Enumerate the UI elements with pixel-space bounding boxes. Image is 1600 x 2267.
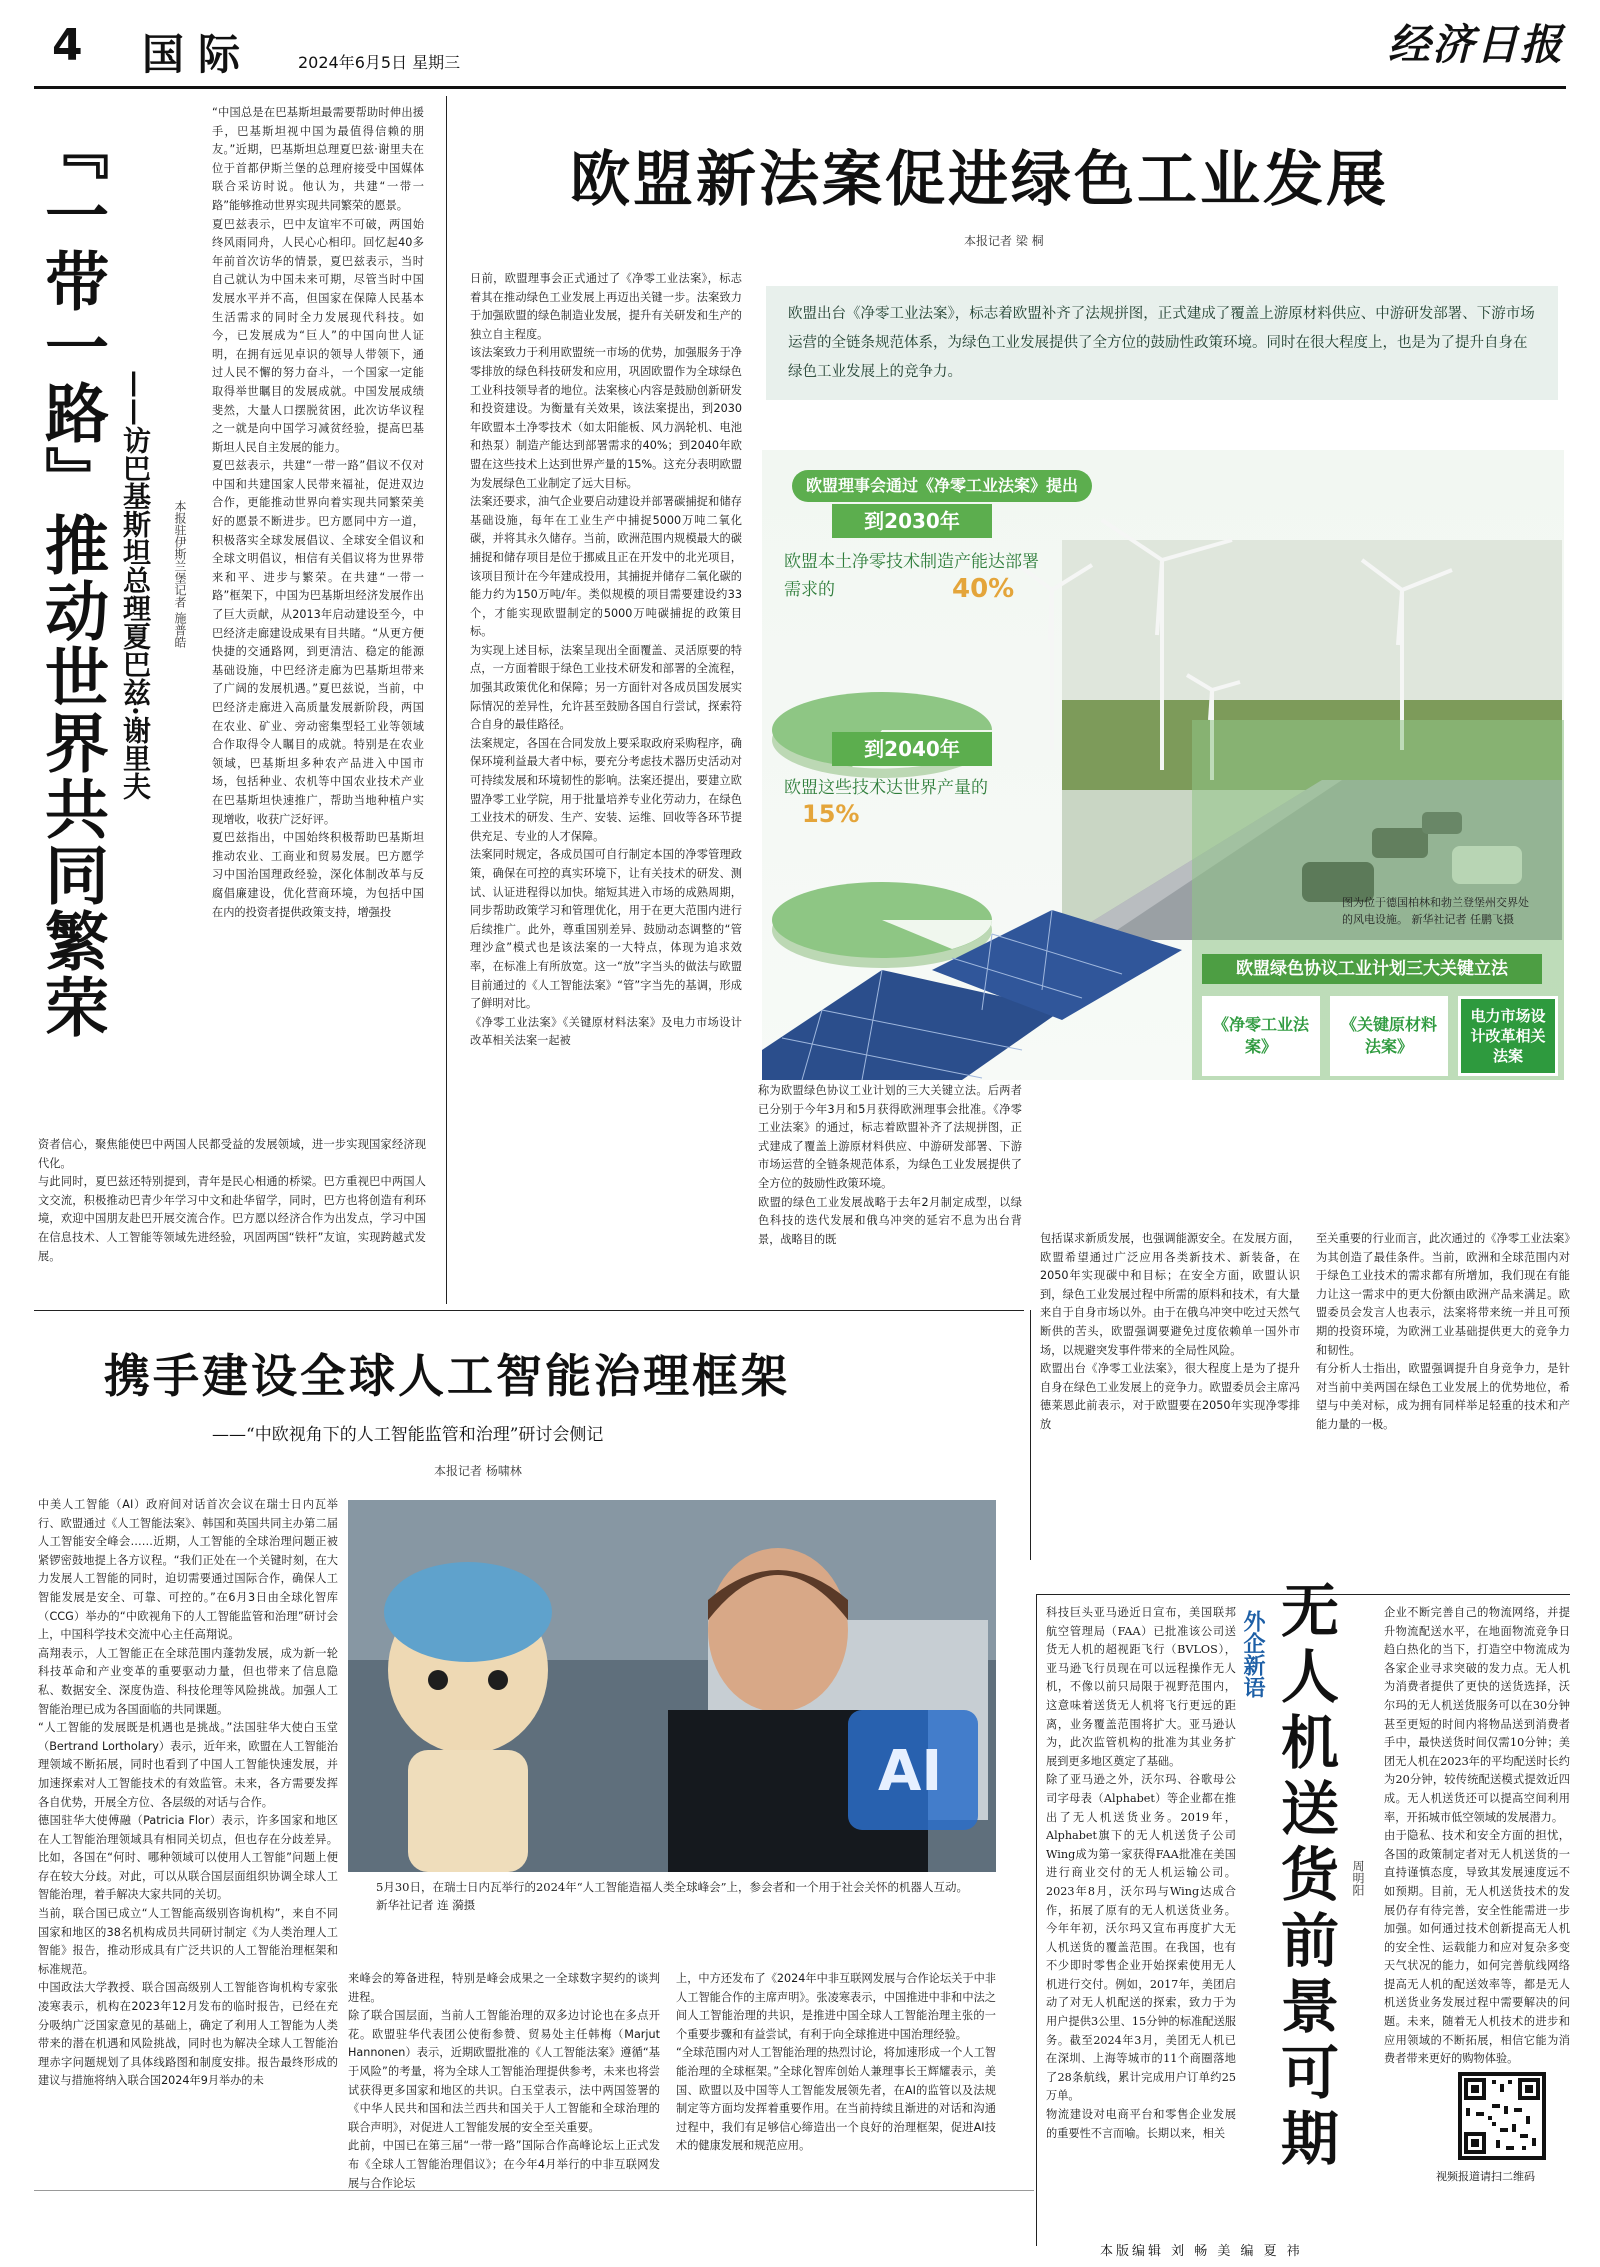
qr-caption: 视频报道请扫二维码 bbox=[1436, 2170, 1535, 2183]
goal-2040-text: 欧盟这些技术达世界产量的 bbox=[784, 778, 988, 798]
story3-subtitle: ——“中欧视角下的人工智能监管和治理”研讨会侧记 bbox=[212, 1425, 604, 1445]
goal-2040-value: 15% bbox=[802, 800, 860, 828]
story4-column-1: 科技巨头亚马逊近日宣布，美国联邦航空管理局（FAA）已批准该公司送货无人机的超视距飞行（BVLOS），亚马逊飞行员现在可以远程操作无人机，不像以前只局限于视野范围内，这意味着送货无人机将飞行更远的距离，业务覆盖范围将扩大。亚马逊认为，此次监管机构的批准为其业务扩展到更多地区奠定了基础。 除了亚马逊之外，沃尔玛、谷歌母公司字母表（Alphabet）等企业都在推出了无人机送货业务。2019年，Alphabet旗下的无人机送货子公司Wing成为第一家获得FAA批准在美国进行商业交付的无人机运输公司。2023年8月，沃尔玛与Wing达成合作，拓展了原有的无人机送货业务。今年年初，沃尔玛又宣布再度扩大无人机送货的覆盖范围。在我国，也有不少即时零售企业开始探索使用无人机进行交付。例如，2017年，美团启动了对无人机配送的探索，致力于为用户提供3公里、15分钟的标准配送服务。截至2024年3月，美团无人机已在深圳、上海等城市的11个商圈落地了28条航线，累计完成用户订单约25万单。 物流建设对电商平台和零售企业发展的重要性不言而喻。长期以来，相关 bbox=[1046, 1606, 1236, 2140]
story2-title: 欧盟新法案促进绿色工业发展 bbox=[570, 145, 1389, 215]
story3-photo bbox=[348, 1500, 996, 1872]
story1-divider bbox=[446, 96, 447, 1304]
story1-subtitle: ——访巴基斯坦总理夏巴兹·谢里夫 bbox=[119, 370, 152, 800]
story4-title: 无人机送货前景可期 bbox=[1271, 1580, 1339, 2174]
qr-code-pattern bbox=[1462, 2076, 1542, 2156]
story4-author: 周明阳 bbox=[1351, 1860, 1365, 1896]
issue-date: 2024年6月5日 星期三 bbox=[298, 53, 461, 72]
story4-label: 外企新语 bbox=[1240, 1610, 1265, 1698]
story2-summary: 欧盟出台《净零工业法案》，标志着欧盟补齐了法规拼图，正式建成了覆盖上游原材料供应、中游研发部署、下游市场运营的全链条规范体系，为绿色工业发展提供了全方位的鼓励性政策环境。同时在很大程度上，也是为了提升自身在绿色工业发展上的竞争力。 bbox=[766, 286, 1558, 400]
footer-rule bbox=[34, 2190, 1034, 2191]
story4-column-2: 企业不断完善自己的物流网络，并提升物流配送水平，在地面物流竞争日趋白热化的当下，打造空中物流成为各家企业寻求突破的发力点。无人机为消费者提供了更快的送货选择，沃尔玛的无人机送货服务可以在30分钟甚至更短的时间内将物品送到消费者手中，最快送货时间仅需10分钟；美团无人机在2023年的平均配送时长约为20分钟，较传统配送模式提效近四成。无人机送货还可以提高空间利用率，开拓城市低空领域的发展潜力。 由于隐私、技术和安全方面的担忧，各国的政策制定者对无人机送货的一直持谨慎态度，导致其发展速度远不如预期。目前，无人机送货技术的发展仍存有待完善，安全性能需进一步加强。如何通过技术创新提高无人机的安全性、运载能力和应对复杂多变天气状况的能力，如何完善航线网络提高无人机的配送效率等，都是无人机送货业务发展过程中需要解决的问题。未来，随着无人机技术的进步和应用领域的不断拓展，相信它能为消费者带来更好的购物体验。 bbox=[1384, 1606, 1570, 2066]
story1-column-2: 资者信心，聚焦能使巴中两国人民都受益的发展领域，进一步实现国家经济现代化。 与此同时，夏巴兹还特别提到，青年是民心相通的桥梁。巴方重视巴中两国人文交流，积极推动巴青少年学习中文和赴华留学，同时，巴方也将创造有利环境，欢迎中国朋友赴巴开展交流合作。巴方愿以经济合作为出发点，学习中国在信息技术、人工智能等领域先进经验，巩固两国“铁杆”友谊，实现跨越式发展。 bbox=[38, 1138, 426, 1263]
story1-column-1: “中国总是在巴基斯坦最需要帮助时伸出援手，巴基斯坦视中国为最值得信赖的朋友。”近期，巴基斯坦总理夏巴兹·谢里夫在位于首都伊斯兰堡的总理府接受中国媒体联合采访时说。他认为，共建“一带一路”能够推动世界实现共同繁荣的愿景。 夏巴兹表示，巴中友谊牢不可破，两国始终风雨同舟，人民心心相印。回忆起40多年前首次访华的情景，夏巴兹表示，当时自己就认为中国未来可期，尽管当时中国发展水平并不高，但国家在保障人民基本生活需求的同时全力发展现代科技。如今，已发展成为“巨人”的中国向世人证明，在拥有远见卓识的领导人带领下，通过人民不懈的努力奋斗，一个国家一定能取得举世瞩目的发展成就。中国发展成绩斐然，大量人口摆脱贫困，此次访华议程之一就是向中国学习减贫经验，提高巴基斯坦人民自主发展的能力。 夏巴兹表示，共建“一带一路”倡议不仅对中国和共建国家人民带来福祉，促进双边合作，更能推动世界向着实现共同繁荣美好的愿景不断进步。巴方愿同中方一道，积极落实全球发展倡议、全球安全倡议和全球文明倡议，相信有关倡议将为世界带来和平、进步与繁荣。在共建“一带一路”框架下，中国为巴基斯坦经济发展作出了巨大贡献，从2013年启动建设至今，中巴经济走廊建设成果有目共睹。“从更方便快捷的交通路网，到更清洁、稳定的能源基础设施，中巴经济走廊为巴基斯坦带来了广阔的发展机遇。”夏巴兹说，当前，中巴经济走廊进入高质量发展新阶段，两国在农业、矿业、旁动密集型轻工业等领域合作取得令人瞩目的成就。特别是在农业领域，巴基斯坦多种农产品进入中国市场，包括种业、农机等中国农业技术产业在巴基斯坦快速推广，帮助当地种植户实现增收，收获广泛好评。 夏巴兹指出，中国始终积极帮助巴基斯坦推动农业、工商业和贸易发展。巴方愿学习中国治国理政经验，深化体制改革与反腐倡廉建设，优化营商环境，为包括中国在内的投资者提供政策支持，增强投 bbox=[212, 106, 424, 919]
story3-column-2: 来峰会的筹备进程，特别是峰会成果之一全球数字契约的谈判进程。 除了联合国层面，当前人工智能治理的双多边讨论也在多点开花。欧盟驻华代表团公使衔参赞、贸易处主任韩梅（Marjut Hannonen）表示，近期欧盟批准的《人工智能法案》遵循“基于风险”的考量，将为全球人工智能治理提供参考，未来也将尝试获得更多国家和地区的共识。白玉堂表示，法中两国签署的《中华人民共和国和法兰西共和国关于人工智能和全球治理的联合声明》，对促进人工智能发展的安全至关重要。 此前，中国已在第三届“一带一路”国际合作高峰论坛上正式发布《全球人工智能治理倡议》；在今年4月举行的中非互联网发展与合作论坛 bbox=[348, 1972, 660, 2190]
robot-photo-art bbox=[348, 1500, 996, 1872]
page-editors: 本版编辑 刘 畅 美 编 夏 祎 bbox=[1100, 2244, 1303, 2259]
qr-code[interactable] bbox=[1458, 2072, 1546, 2160]
story3-column-1: 中美人工智能（AI）政府间对话首次会议在瑞士日内瓦举行、欧盟通过《人工智能法案》、韩国和英国共同主办第二届人工智能安全峰会……近期，人工智能的全球治理问题正被紧锣密鼓地提上各方议程。“我们正处在一个关键时刻，在大力发展人工智能的同时，迫切需要通过国际合作，确保人工智能发展是安全、可靠、可控的。”在6月3日由全球化智库（CCG）举办的“中欧视角下的人工智能监管和治理”研讨会上，中国科学技术交流中心主任高翔说。 高翔表示，人工智能正在全球范围内蓬勃发展，成为新一轮科技革命和产业变革的重要驱动力量，但也带来了信息隐私、数据安全、深度伪造、科技伦理等风险挑战。加强人工智能治理已成为各国面临的共同课题。 “人工智能的发展既是机遇也是挑战。”法国驻华大使白玉堂（Bertrand Lortholary）表示，近年来，欧盟在人工智能治理领域不断拓展，同时也看到了中国人工智能快速发展，并加速探索对人工智能技术的有效监管。未来，各方需要发挥各自优势，开展全方位、各层级的对话与合作。 德国驻华大使傅融（Patricia Flor）表示，许多国家和地区在人工智能治理领域具有相同关切点，但也存在分歧差异。比如，各国在“何时、哪种领域可以使用人工智能”问题上便存在较大分歧。对此，可以从联合国层面组织协调全球人工智能治理，着手解决大家共同的关切。 当前，联合国已成立“人工智能高级别咨询机构”，来自不同国家和地区的38名机构成员共同研讨制定《为人类治理人工智能》报告，推动形成具有广泛共识的人工智能治理框架和标准规范。 中国政法大学教授、联合国高级别人工智能咨询机构专家张凌寒表示，机构在2023年12月发布的临时报告，已经在充分吸纳广泛国家意见的基础上，确定了利用人工智能为人类带来的潜在机遇和风险挑战，同时也为解决全球人工智能治理赤字问题规划了具体线路图和制度安排。报告最终形成的建议与措施将纳入联合国2024年9月举办的未 bbox=[38, 1498, 338, 2088]
story2-column-4: 至关重要的行业而言，此次通过的《净零工业法案》为其创造了最佳条件。当前，欧洲和全球范围内对于绿色工业技术的需求都有所增加，我们现在有能力让这一需求中的更大份额由欧洲产品来满足。欧盟委员会发言人也表示，法案将带来统一并且可预期的投资环境，为欧洲工业基础提供更大的竞争力和韧性。 有分析人士指出，欧盟强调提升自身竞争力，是针对当前中美两国在绿色工业发展上的优势地位，希望与中美对标，成为拥有同样举足轻重的技术和产能力量的一极。 bbox=[1316, 1232, 1570, 1431]
story3-byline: 本报记者 杨啸林 bbox=[434, 1464, 522, 1478]
svg-text:AI: AI bbox=[878, 1739, 943, 1804]
goal-2040-year: 到2040年 bbox=[832, 732, 992, 766]
section-name: 国际 bbox=[142, 30, 255, 79]
story3-divider bbox=[1030, 1310, 1031, 1560]
pillars-heading: 欧盟绿色协议工业计划三大关键立法 bbox=[1202, 954, 1542, 984]
story2-column-3: 包括谋求新质发展，也强调能源安全。在发展方面，欧盟希望通过广泛应用各类新技术、新装备，在2050年实现碳中和目标；在安全方面，欧盟认识到，绿色工业发展过程中所需的原料和技术，有大量来自于自身市场以外。由于在俄乌冲突中吃过天然气断供的苦头，欧盟强调要避免过度依赖单一国外市场，以规避突发事件带来的全局性风险。 欧盟出台《净零工业法案》，很大程度上是为了提升自身在绿色工业发展上的竞争力。欧盟委员会主席冯德莱恩此前表示，对于欧盟要在2050年实现净零排放 bbox=[1040, 1232, 1300, 1431]
photo-caption: 图为位于德国柏林和勃兰登堡州交界处的风电设施。 新华社记者 任鹏飞摄 bbox=[1342, 896, 1529, 926]
story3-column-3: 上，中方还发布了《2024年中非互联网发展与合作论坛关于中非人工智能合作的主席声明》。张凌寒表示，中国推进中非和中法之间人工智能治理的共识，是推进中国全球人工智能治理主张的一个重要步骤和有益尝试，有利于向全球推进中国治理经验。 “全球范围内对人工智能治理的热烈讨论，将加速形成一个人工智能治理的全球框架。”全球化智库创始人兼理事长王辉耀表示，美国、欧盟以及中国等人工智能发展领先者，在AI的监管以及法规制定等方面均发挥着重要作用。在当前持续且渐进的对话和沟通过程中，我们有足够信心缔造出一个良好的治理框架，促进AI技术的健康发展和规范应用。 bbox=[676, 1972, 996, 2153]
pillar-electricity-market: 电力市场设计改革相关法案 bbox=[1458, 996, 1558, 1076]
goal-2030-year: 到2030年 bbox=[832, 504, 992, 538]
masthead-rule bbox=[34, 86, 1566, 89]
page-number: 4 bbox=[52, 20, 83, 71]
robot-hat bbox=[384, 1562, 552, 1662]
story2-column-2: 称为欧盟绿色协议工业计划的三大关键立法。后两者已分别于今年3月和5月获得欧洲理事会批准。《净零工业法案》的通过，标志着欧盟补齐了法规拼图，正式建成了覆盖上游原材料供应、中游研发部署、下游市场运营的全链条规范体系，为绿色工业发展提供了全方位的鼓励性政策环境。 欧盟的绿色工业发展战略于去年2月制定成型，以绿色科技的迭代发展和俄乌冲突的延宕不息为出台背景，战略目的既 bbox=[758, 1084, 1022, 1246]
story1-byline: 本报驻伊斯兰堡记者 施普皓 bbox=[173, 500, 187, 648]
goal-2030-value: 40% bbox=[952, 574, 1015, 604]
newspaper-logo: 经济日报 bbox=[1387, 20, 1564, 69]
story3-title: 携手建设全球人工智能治理框架 bbox=[104, 1349, 790, 1403]
story3-photo-caption: 5月30日，在瑞士日内瓦举行的2024年“人工智能造福人类全球峰会”上，参会者和一个用于社会关怀的机器人互动。 新华社记者 连 漪摄 bbox=[376, 1880, 968, 1912]
story2-column-1: 日前，欧盟理事会正式通过了《净零工业法案》，标志着其在推动绿色工业发展上再迈出关键一步。法案致力于加强欧盟的绿色制造业发展，提升有关研发和生产的独立自主程度。 该法案致力于利用欧盟统一市场的优势，加强服务于净零排放的绿色科技研发和应用，巩固欧盟作为全球绿色工业科技领导者的地位。法案核心内容是鼓励创新研发和投资建设。为衡量有关效果，该法案提出，到2030年欧盟本土净零技术（如太阳能板、风力涡轮机、电池和热泵）制造产能达到部署需求的40%；到2040年欧盟在这些技术上达到世界产量的15%。这充分表明欧盟为发展绿色工业制定了远大目标。 法案还要求，油气企业要启动建设并部署碳捕捉和储存基础设施，每年在工业生产中捕捉5000万吨二氧化碳，并将其永久储存。当前，欧洲范围内规模最大的碳捕捉和储存项目是位于挪威且正在开发中的北光项目，该项目预计在今年建成投用，其捕捉并储存二氧化碳的能力约为150万吨/年。类似规模的项目需要建设约33个，才能实现欧盟制定的5000万吨碳捕捉的政策目标。 为实现上述目标，法案呈现出全面覆盖、灵活原要的特点，一方面着眼于绿色工业技术研发和部署的全流程，加强其政策优化和保障；另一方面针对各成员国发展实际情况的差异性，允许甚至鼓励各国自行尝试，探索符合自身的最佳路径。 法案规定，各国在合同发放上要采取政府采购程序，确保环境利益最大者中标，要充分考虑技术器历史活动对可持续发展和环境韧性的影响。法案还提出，要建立欧盟净零工业学院，用于批量培养专业化劳动力，在绿色工业技术的研发、生产、安装、运维、回收等各环节提供充足、专业的人才保障。 法案同时规定，各成员国可自行制定本国的净零管理政策，确保在可控的真实环境下，让有关技术的研发、测试、认证进程得以加快。缩短其进入市场的成熟周期，同步帮助政策学习和管理优化，用于在更大范围内进行后续推广。此外，尊重国别差异、鼓励动态调整的“管理沙盒”模式也是该法案的一大特点，体现为追求效率，在标准上有所放宽。这一“放”字当头的做法与欧盟目前通过的《人工智能法案》“管”字当先的基调，形成了鲜明对比。 《净零工业法案》《关键原材料法案》及电力市场设计改革相关法案一起被 bbox=[470, 272, 742, 1048]
mid-page-rule bbox=[34, 1310, 1024, 1311]
pillar-critical-materials: 《关键原材料法案》 bbox=[1330, 996, 1448, 1076]
infographic-heading: 欧盟理事会通过《净零工业法案》提出 bbox=[792, 470, 1092, 502]
story2-byline: 本报记者 梁 桐 bbox=[964, 234, 1044, 248]
goal-2030-text: 欧盟本土净零技术制造产能达部署需求的 bbox=[784, 552, 1039, 600]
pillar-net-zero: 《净零工业法案》 bbox=[1202, 996, 1320, 1076]
story1-title: 『一带一路』推动世界共同繁荣 bbox=[34, 116, 109, 1040]
story4-divider bbox=[1036, 1594, 1037, 2246]
infographic bbox=[762, 450, 1564, 1080]
